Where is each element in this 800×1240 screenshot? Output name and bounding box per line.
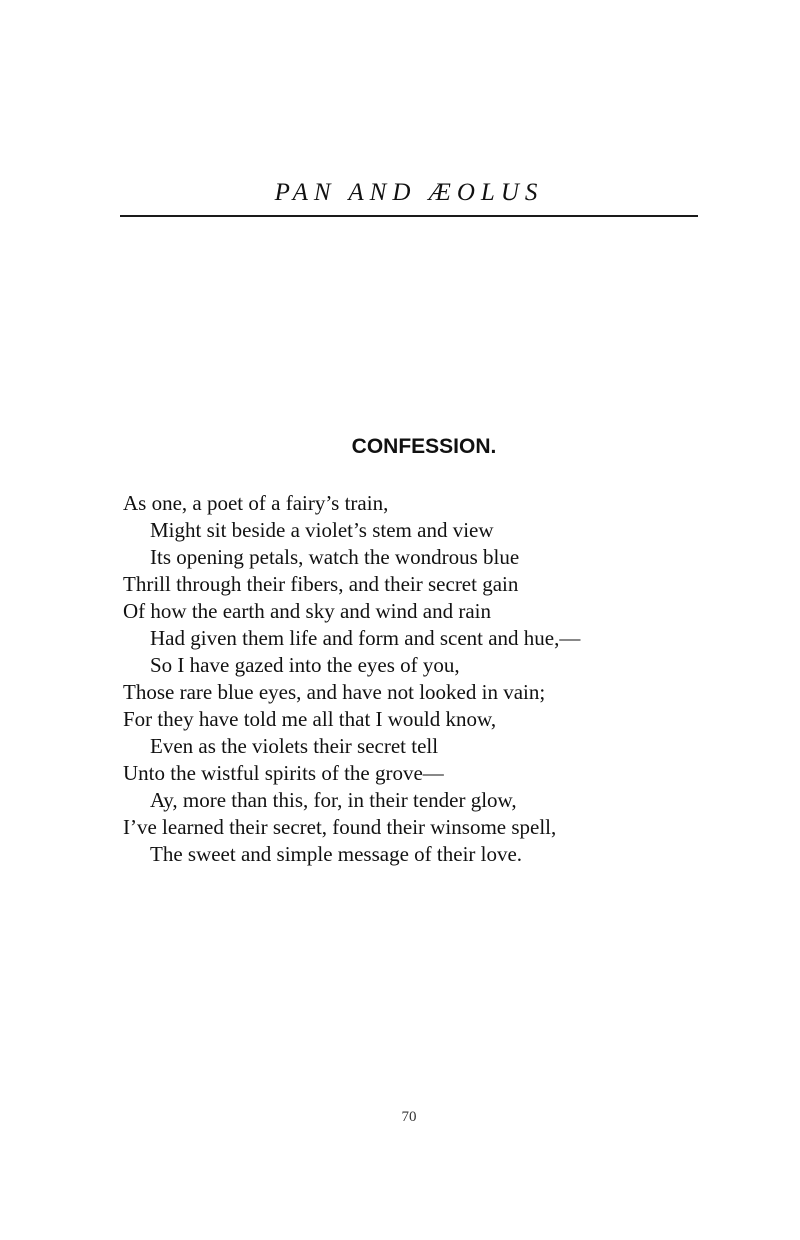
poem-line: For they have told me all that I would know, <box>123 707 497 731</box>
poem-line: Might sit beside a violet’s stem and view <box>150 518 494 542</box>
poem-line: Unto the wistful spirits of the grove— <box>123 761 444 785</box>
poem-line: Thrill through their fibers, and their secret gain <box>123 572 519 596</box>
poem-line: Ay, more than this, for, in their tender glow, <box>150 788 517 812</box>
page-number: 70 <box>401 1109 417 1125</box>
poem-line: Had given them life and form and scent and hue,— <box>150 626 581 650</box>
poem-line: Of how the earth and sky and wind and rain <box>123 599 491 623</box>
header-rule <box>120 215 698 217</box>
running-head-title: PAN AND ÆOLUS <box>274 179 544 206</box>
poem-line: I’ve learned their secret, found their winsome spell, <box>123 815 557 839</box>
poem-line: So I have gazed into the eyes of you, <box>150 653 460 677</box>
poem-body <box>123 490 723 868</box>
poem-line: Even as the violets their secret tell <box>150 734 439 758</box>
poem-line: As one, a poet of a fairy’s train, <box>123 491 389 515</box>
poem-title: CONFESSION. <box>351 435 497 458</box>
poem-line: Its opening petals, watch the wondrous blue <box>150 545 520 569</box>
poem-line: The sweet and simple message of their love. <box>150 842 523 866</box>
poem-line: Those rare blue eyes, and have not looked in vain; <box>123 680 546 704</box>
